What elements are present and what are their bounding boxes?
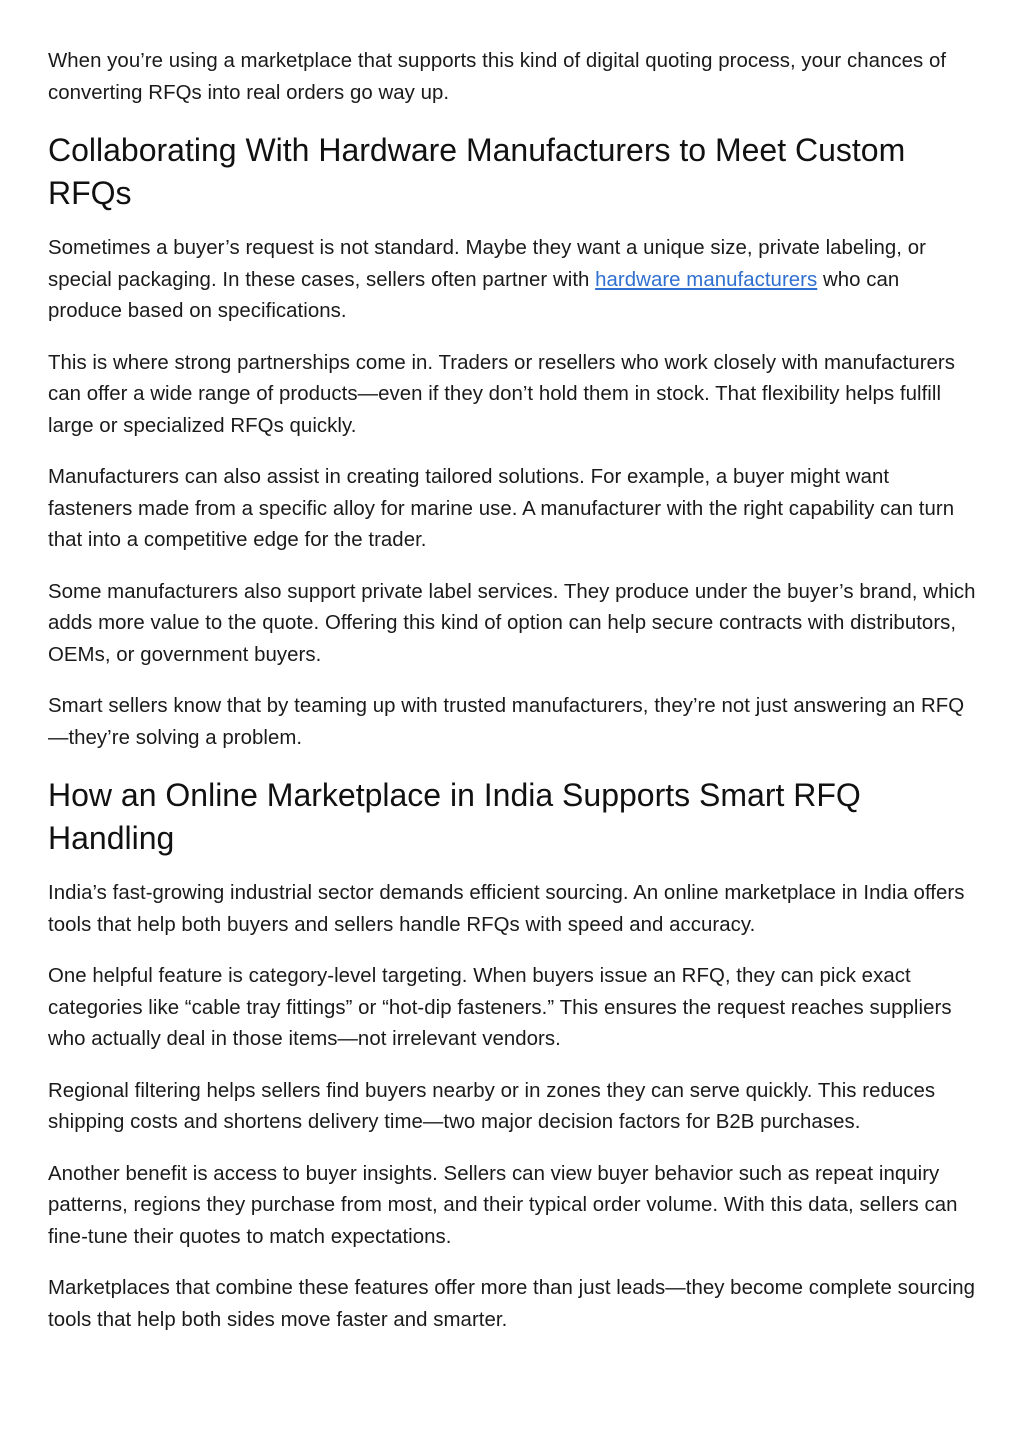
section2-paragraph-2: One helpful feature is category-level targeting. When buyers issue an RFQ, they can pick exact categories like “cable tray fittings” or “hot-dip fasteners.” This ensures the request reaches suppliers who actually deal in those items—not irrelevant vendors. xyxy=(48,965,952,1050)
intro-paragraph: When you’re using a marketplace that supports this kind of digital quoting process, your chances of converting RFQs into real orders go way up. xyxy=(48,50,947,104)
hardware-manufacturers-link[interactable]: hardware manufacturers xyxy=(595,268,818,291)
section2-paragraph-5: Marketplaces that combine these features offer more than just leads—they become complete sourcing tools that help both sides move faster and smarter. xyxy=(48,1277,976,1331)
paragraph-text: who can produce based on specifications. xyxy=(48,268,900,322)
section-heading-online-marketplace-india: How an Online Marketplace in India Supports Smart RFQ Handling xyxy=(48,777,861,856)
section1-paragraph-4: Some manufacturers also support private label services. They produce under the buyer’s brand, which adds more value to the quote. Offering this kind of option can help secure contracts with distributors, OEMs, or government buyers. xyxy=(48,580,976,666)
section1-paragraph-5: Smart sellers know that by teaming up with trusted manufacturers, they’re not just answering an RFQ—they’re solving a problem. xyxy=(48,695,965,749)
section-heading-hardware-manufacturers: Collaborating With Hardware Manufacturers to Meet Custom RFQs xyxy=(48,132,906,211)
section1-paragraph-2: This is where strong partnerships come in. Traders or resellers who work closely with manufacturers can offer a wide range of products—even if they don’t hold them in stock. That flexibility helps fulfill large or specialized RFQs quickly. xyxy=(48,351,956,437)
section1-paragraph-1 xyxy=(48,233,976,328)
section2-paragraph-3: Regional filtering helps sellers find buyers nearby or in zones they can serve quickly. This reduces shipping costs and shortens delivery time—two major decision factors for B2B purchases. xyxy=(48,1079,936,1133)
section2-paragraph-4: Another benefit is access to buyer insights. Sellers can view buyer behavior such as repeat inquiry patterns, regions they purchase from most, and their typical order volume. With this data, sellers can fine-tune their quotes to match expectations. xyxy=(48,1162,958,1248)
section2-paragraph-1: India’s fast-growing industrial sector demands efficient sourcing. An online marketplace in India offers tools that help both buyers and sellers handle RFQs with speed and accuracy. xyxy=(48,882,965,936)
paragraph-text: Sometimes a buyer’s request is not standard. Maybe they want a unique size, private labeling, or special packaging. In these cases, sellers often partner with xyxy=(48,237,926,291)
section1-paragraph-3: Manufacturers can also assist in creating tailored solutions. For example, a buyer might want fasteners made from a specific alloy for marine use. A manufacturer with the right capability can turn that into a competitive edge for the trader. xyxy=(48,466,955,551)
